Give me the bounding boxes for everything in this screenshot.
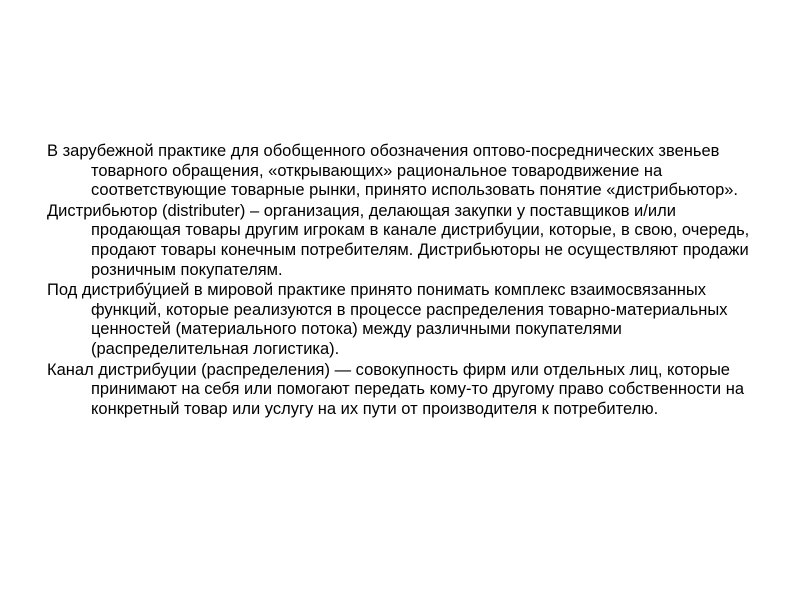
paragraph-distribution-channel: Канал дистрибуции (распределения) — совокупность фирм или отдельных лиц, которые принимают на себя или помогают передать кому-то другому право собственности на конкретный товар или услугу на их пути от производителя к потребителю. — [47, 360, 745, 418]
slide-body — [47, 142, 767, 420]
paragraph-distribution-definition: Под дистрибу́цией в мировой практике принято понимать комплекс взаимосвязанных функций, которые реализуются в процессе распределения товарно-материальных ценностей (материального потока) между различными покупателями (распределительная логистика). — [47, 281, 728, 358]
paragraph-distributor-concept: В зарубежной практике для обобщенного обозначения оптово-посреднических звеньев товарного обращения, «открывающих» рациональное товародвижение на соответствующие товарные рынки, принято использовать понятие «дистрибьютор». — [47, 142, 739, 200]
paragraph-distributor-definition: Дистрибьютор (distributer) – организация, делающая закупки у поставщиков и/или продающая товары другим игрокам в канале дистрибуции, которые, в свою, очередь, продают товары конечным потребителям. Дистрибьюторы не осуществляют продажи розничным покупателям. — [47, 201, 750, 279]
